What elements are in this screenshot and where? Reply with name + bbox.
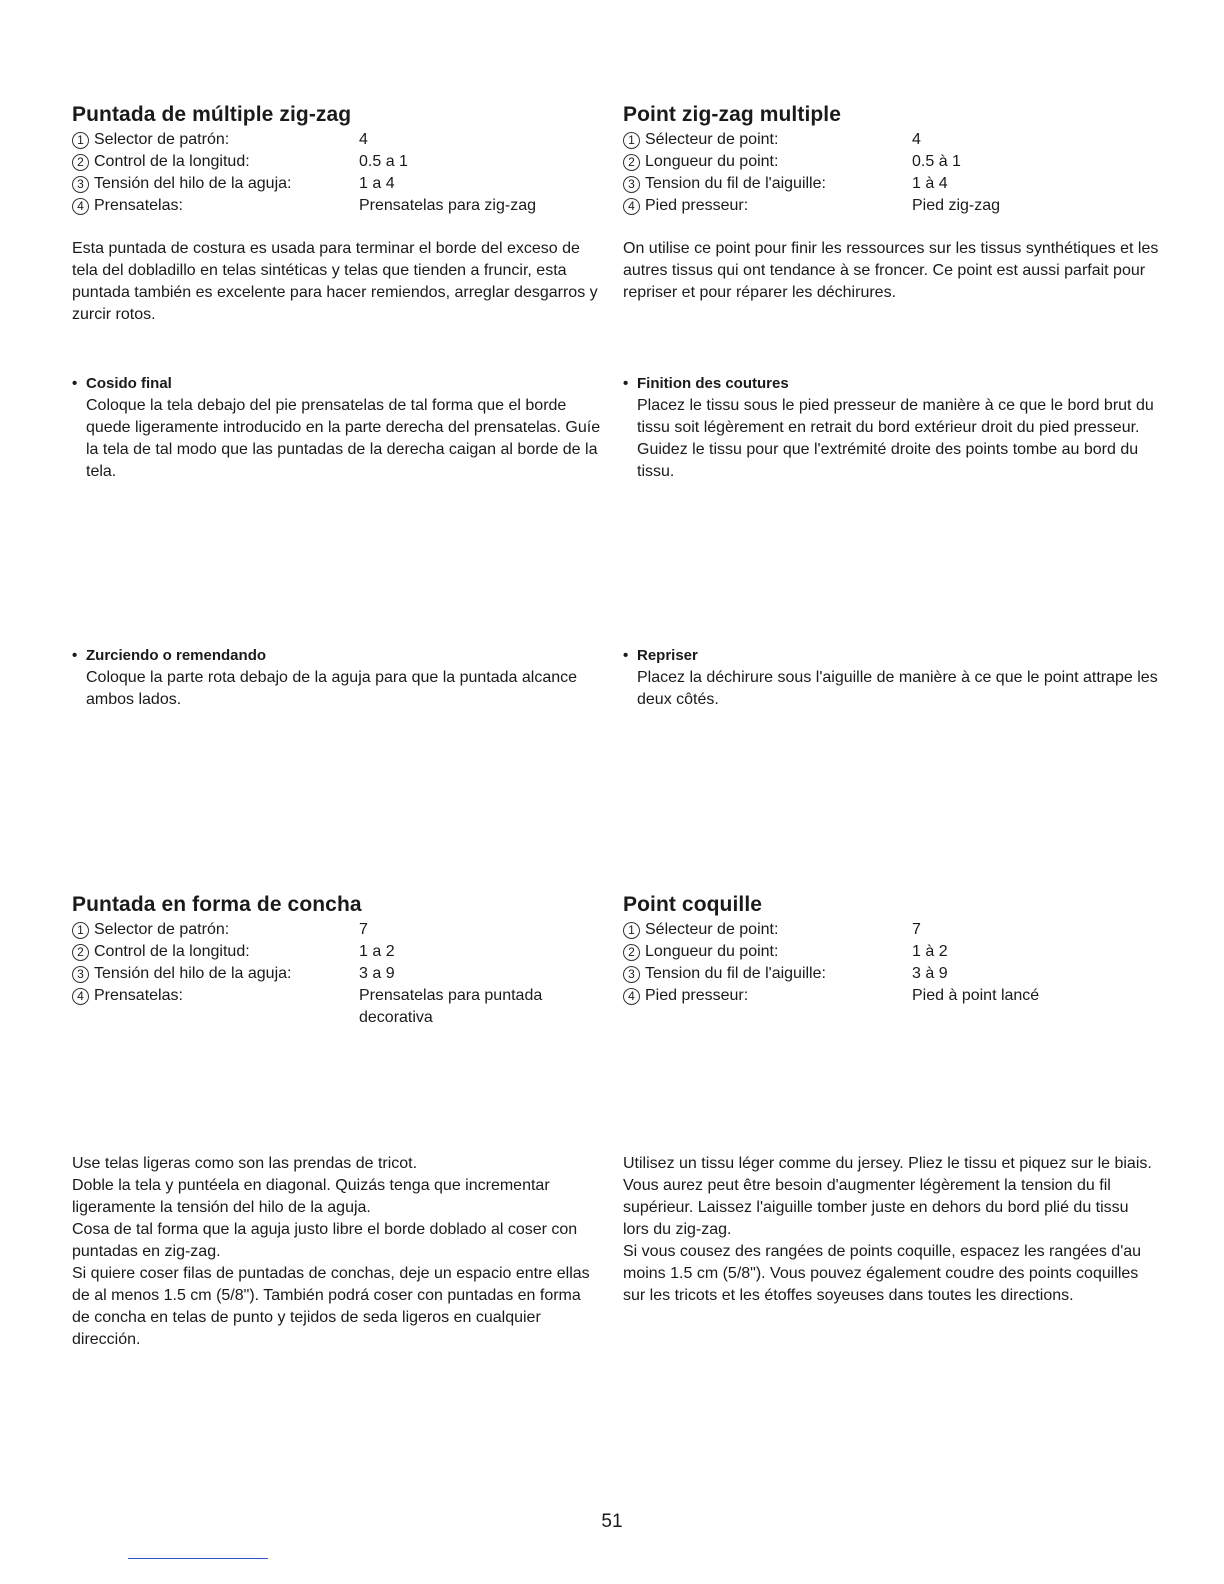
setting-value: Pied à point lancé — [912, 987, 1040, 1004]
number-circle-icon: 2 — [72, 154, 89, 171]
number-circle-icon: 3 — [72, 966, 89, 983]
number-circle-icon: 2 — [623, 944, 640, 961]
setting-value: 1 a 4 — [359, 175, 395, 192]
setting-value: 4 — [359, 131, 368, 148]
es-concha-title: Puntada en forma de concha — [72, 893, 362, 916]
number-circle-icon: 1 — [72, 132, 89, 149]
es-concha-body — [72, 1153, 600, 1351]
setting-label: Longueur du point: — [645, 153, 779, 170]
setting-label: Control de la longitud: — [94, 943, 250, 960]
setting-row — [72, 173, 602, 195]
setting-value: 0.5 a 1 — [359, 153, 408, 170]
setting-row — [623, 963, 1163, 985]
setting-value: 1 à 4 — [912, 175, 948, 192]
setting-label: Control de la longitud: — [94, 153, 250, 170]
setting-label: Sélecteur de point: — [645, 921, 779, 938]
es-zigzag-paragraph: Esta puntada de costura es usada para terminar el borde del exceso de tela del dobladillo en telas sintéticas y telas que tienden a fruncir, esta puntada también es excelente para hacer remiendos, arreglar desgarros y zurcir rotos. — [72, 240, 598, 323]
setting-label: Selector de patrón: — [94, 921, 230, 938]
es-zurciendo-section — [72, 645, 602, 711]
setting-value: Prensatelas para zig-zag — [359, 197, 536, 214]
fr-coquille-line: Si vous cousez des rangées de points coquille, espacez les rangées d'au moins 1.5 cm (5/8"). Vous pouvez également coudre des points coquilles sur les tricots et les étoffes soyeuses dans toutes les directions. — [623, 1243, 1142, 1304]
setting-row — [72, 985, 602, 1029]
number-circle-icon: 4 — [623, 198, 640, 215]
fr-finition-title: Finition des coutures — [637, 375, 789, 392]
number-circle-icon: 4 — [72, 198, 89, 215]
setting-value: 7 — [359, 921, 368, 938]
setting-row — [72, 941, 602, 963]
fr-repriser-heading — [623, 645, 1163, 667]
es-concha-line: Doble la tela y puntéela en diagonal. Quizás tenga que incrementar ligeramente la tensión del hilo de la aguja. — [72, 1177, 550, 1216]
setting-label: Pied presseur: — [645, 987, 749, 1004]
bullet-icon: • — [623, 375, 629, 392]
setting-value: 4 — [912, 131, 921, 148]
fr-zigzag-section — [623, 103, 1163, 304]
setting-row — [72, 919, 602, 941]
number-circle-icon: 3 — [72, 176, 89, 193]
setting-row — [623, 941, 1163, 963]
bullet-icon: • — [72, 647, 78, 664]
setting-label: Tensión del hilo de la aguja: — [94, 965, 292, 982]
setting-row — [72, 129, 602, 151]
number-circle-icon: 1 — [623, 922, 640, 939]
setting-row — [623, 129, 1163, 151]
es-concha-line: Use telas ligeras como son las prendas de tricot. — [72, 1155, 418, 1172]
setting-label: Longueur du point: — [645, 943, 779, 960]
es-concha-section — [72, 893, 602, 1029]
number-circle-icon: 3 — [623, 176, 640, 193]
es-cosido-title: Cosido final — [86, 375, 172, 392]
setting-value: 7 — [912, 921, 921, 938]
setting-value: 3 a 9 — [359, 965, 395, 982]
setting-row — [623, 195, 1163, 217]
setting-row — [72, 963, 602, 985]
es-cosido-text: Coloque la tela debajo del pie prensatelas de tal forma que el borde quede ligeramente introducido en la parte derecha del prensatelas. Guíe la tela de tal modo que las puntadas de la derecha caigan al borde de la tela. — [86, 397, 601, 480]
fr-zigzag-paragraph: On utilise ce point pour finir les ressources sur les tissus synthétiques et les autres tissus qui ont tendance à se froncer. Ce point est aussi parfait pour repriser et pour réparer les déchirures. — [623, 240, 1159, 301]
es-concha-line: Si quiere coser filas de puntadas de conchas, deje un espacio entre ellas de al menos 1.5 cm (5/8"). También podrá coser con puntadas en forma de concha en telas de punto y tejidos de seda ligeros en cualquier dirección. — [72, 1265, 590, 1348]
setting-row — [623, 173, 1163, 195]
bullet-icon: • — [623, 647, 629, 664]
number-circle-icon: 3 — [623, 966, 640, 983]
fr-coquille-section — [623, 893, 1163, 1007]
setting-label: Prensatelas: — [94, 197, 183, 214]
setting-value: 1 à 2 — [912, 943, 948, 960]
setting-label: Pied presseur: — [645, 197, 749, 214]
setting-label: Tension du fil de l'aiguille: — [645, 965, 826, 982]
fr-coquille-line: Utilisez un tissu léger comme du jersey. Pliez le tissu et piquez sur le biais. Vous aurez peut être besoin d'augmenter légèrement la tension du fil supérieur. Laissez l'aiguille tomber juste en dehors du bord plié du tissu lors du zig-zag. — [623, 1155, 1152, 1238]
fr-repriser-title: Repriser — [637, 647, 698, 664]
fr-coquille-title: Point coquille — [623, 893, 763, 916]
page-number: 51 — [601, 1511, 623, 1532]
setting-value: 1 a 2 — [359, 943, 395, 960]
number-circle-icon: 4 — [623, 988, 640, 1005]
fr-finition-section — [623, 373, 1163, 483]
setting-row — [623, 985, 1163, 1007]
fr-repriser-text: Placez la déchirure sous l'aiguille de manière à ce que le point attrape les deux côtés. — [637, 669, 1158, 708]
fr-finition-text: Placez le tissu sous le pied presseur de manière à ce que le bord brut du tissu soit légèrement en retrait du bord extérieur droit du pied presseur. Guidez le tissu pour que l'extrémité droite des points tombe au bord du tissu. — [637, 397, 1154, 480]
setting-row — [623, 919, 1163, 941]
setting-value: 3 à 9 — [912, 965, 948, 982]
es-zigzag-title: Puntada de múltiple zig-zag — [72, 103, 352, 126]
setting-row — [72, 151, 602, 173]
setting-value: 0.5 à 1 — [912, 153, 961, 170]
setting-label: Prensatelas: — [94, 987, 183, 1004]
es-cosido-section — [72, 373, 602, 483]
setting-label: Sélecteur de point: — [645, 131, 779, 148]
number-circle-icon: 4 — [72, 988, 89, 1005]
fr-repriser-section — [623, 645, 1163, 711]
fr-finition-heading — [623, 373, 1163, 395]
number-circle-icon: 2 — [72, 944, 89, 961]
setting-label: Tensión del hilo de la aguja: — [94, 175, 292, 192]
fr-coquille-body — [623, 1153, 1153, 1307]
setting-label: Tension du fil de l'aiguille: — [645, 175, 826, 192]
es-zurciendo-text: Coloque la parte rota debajo de la aguja para que la puntada alcance ambos lados. — [86, 669, 578, 708]
fr-coquille-settings — [623, 919, 1163, 1007]
setting-value: Pied zig-zag — [912, 197, 1001, 214]
number-circle-icon: 1 — [72, 922, 89, 939]
fr-zigzag-settings — [623, 129, 1163, 217]
number-circle-icon: 2 — [623, 154, 640, 171]
es-cosido-heading — [72, 373, 602, 395]
setting-label: Selector de patrón: — [94, 131, 230, 148]
es-zigzag-section — [72, 103, 602, 326]
bullet-icon: • — [72, 375, 78, 392]
es-concha-line: Cosa de tal forma que la aguja justo libre el borde doblado al coser con puntadas en zig-zag. — [72, 1221, 578, 1260]
es-zurciendo-heading — [72, 645, 602, 667]
footer-divider — [128, 1558, 268, 1559]
number-circle-icon: 1 — [623, 132, 640, 149]
es-concha-settings — [72, 919, 602, 1029]
setting-row — [72, 195, 602, 217]
es-zigzag-settings — [72, 129, 602, 217]
es-zurciendo-title: Zurciendo o remendando — [86, 647, 267, 664]
setting-row — [623, 151, 1163, 173]
fr-zigzag-title: Point zig-zag multiple — [623, 103, 842, 126]
setting-value: Prensatelas para puntada decorativa — [359, 987, 543, 1026]
